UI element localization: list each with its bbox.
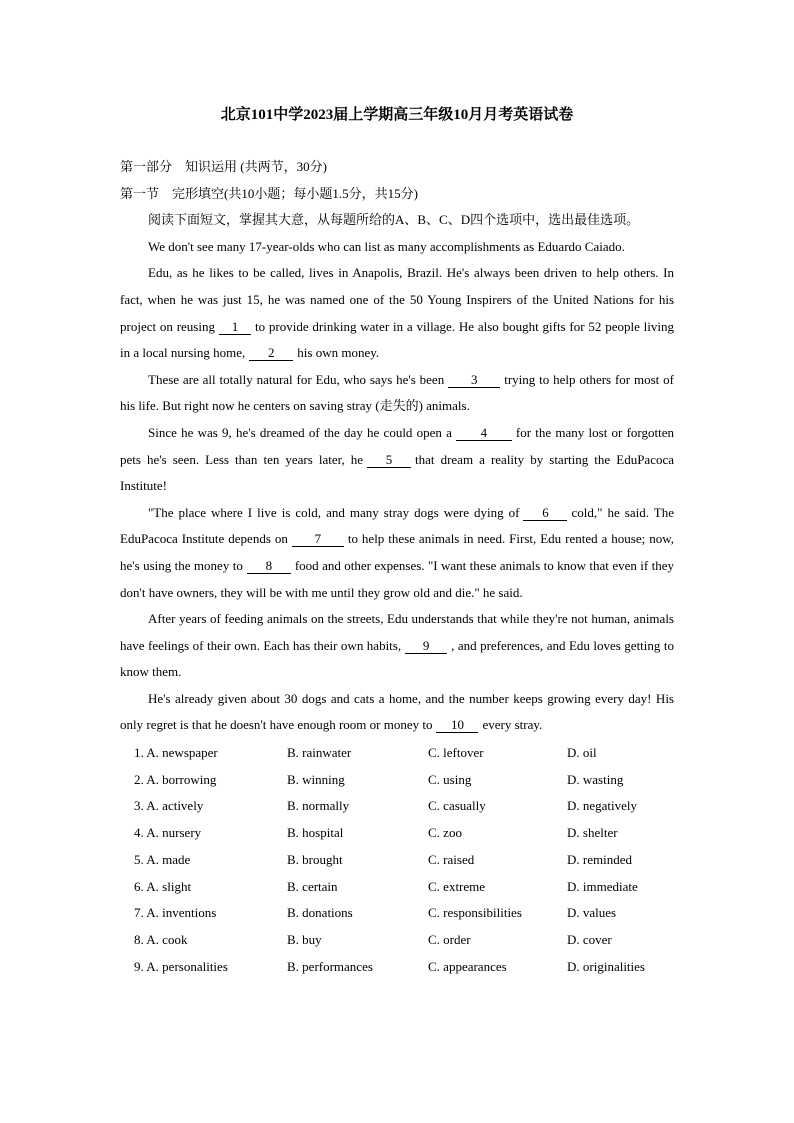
option-c: C. leftover xyxy=(428,745,484,761)
option-b: B. donations xyxy=(287,905,353,921)
option-d: D. oil xyxy=(567,745,597,761)
passage-paragraph-1: We don't see many 17-year-olds who can list as many accomplishments as Eduardo Caiado. xyxy=(148,238,625,254)
option-a: 1. A. newspaper xyxy=(134,745,218,761)
blank-10: 10 xyxy=(436,717,478,733)
blank-4: 4 xyxy=(456,425,512,441)
passage-text: every stray. xyxy=(482,717,543,733)
option-b: B. performances xyxy=(287,958,373,974)
option-c: C. appearances xyxy=(428,958,507,974)
option-d: D. values xyxy=(567,905,617,921)
part-heading: 第一部分 知识运用 (共两节，30分) xyxy=(120,159,327,174)
passage-text: Since he was 9, he's dreamed of the day he could open a xyxy=(148,424,452,440)
passage-text: to help these animals in need. First, Edu rented a house; now, he's using the money to xyxy=(120,531,674,573)
passage-text: , and preferences, and Edu loves getting to know them. xyxy=(120,637,674,680)
option-c: C. casually xyxy=(428,798,486,814)
exam-content xyxy=(120,154,674,980)
blank-3: 3 xyxy=(448,372,500,388)
option-a: 5. A. made xyxy=(134,851,191,867)
option-b: B. normally xyxy=(287,798,350,814)
option-d: D. originalities xyxy=(567,958,645,974)
option-b: B. buy xyxy=(287,931,322,947)
option-row-4 xyxy=(120,820,674,847)
blank-8: 8 xyxy=(247,558,291,574)
instruction: 阅读下面短文，掌握其大意，从每题所给的A、B、C、D四个选项中，选出最佳选项。 xyxy=(148,212,640,228)
option-c: C. raised xyxy=(428,851,475,867)
option-b: B. winning xyxy=(287,771,345,787)
option-row-8 xyxy=(120,927,674,954)
passage-paragraph-5 xyxy=(120,500,674,606)
passage-text: "The place where I live is cold, and many stray dogs were dying of xyxy=(148,504,520,520)
passage-paragraph-4 xyxy=(120,420,674,500)
blank-6: 6 xyxy=(523,505,567,521)
passage-text: Edu, as he likes to be called, lives in Anapolis, Brazil. He's always been driven to help others. In fact, when he was just 15, he was named one of the 50 Young Inspirers of the United Nations for his project on reusing xyxy=(120,265,674,334)
exam-title: 北京101中学2023届上学期高三年级10月月考英语试卷 xyxy=(220,107,574,123)
option-a: 9. A. personalities xyxy=(134,958,228,974)
blank-1: 1 xyxy=(219,319,251,335)
option-b: B. rainwater xyxy=(287,745,352,761)
option-row-3 xyxy=(120,793,674,820)
option-c: C. order xyxy=(428,931,471,947)
answer-options xyxy=(120,740,674,980)
option-d: D. shelter xyxy=(567,825,618,841)
option-b: B. certain xyxy=(287,878,338,894)
passage-text: to provide drinking water in a village. He also bought gifts for 52 people living in a local nursing home, xyxy=(120,318,674,361)
option-d: D. wasting xyxy=(567,771,624,787)
passage-text: These are all totally natural for Edu, who says he's been xyxy=(148,371,445,387)
passage-paragraph-6 xyxy=(120,606,674,686)
passage-text: that dream a reality by starting the EduPacoca Institute! xyxy=(120,451,675,494)
blank-9: 9 xyxy=(405,638,447,654)
blank-7: 7 xyxy=(292,531,344,547)
option-row-5 xyxy=(120,847,674,874)
subsection-heading: 第一节 完形填空(共10小题；每小题1.5分，共15分) xyxy=(120,185,418,201)
passage-text: for the many lost or forgotten pets he's seen. Less than ten years later, he xyxy=(120,424,674,467)
option-row-7 xyxy=(120,900,674,927)
option-b: B. brought xyxy=(287,851,343,867)
option-a: 2. A. borrowing xyxy=(134,771,217,787)
option-d: D. negatively xyxy=(567,798,638,814)
option-a: 3. A. actively xyxy=(134,798,204,814)
option-c: C. responsibilities xyxy=(428,905,522,921)
passage-text: his own money. xyxy=(297,345,380,361)
option-a: 4. A. nursery xyxy=(134,825,202,841)
option-d: D. cover xyxy=(567,931,612,947)
option-a: 7. A. inventions xyxy=(134,905,217,921)
blank-2: 2 xyxy=(249,345,293,361)
passage-paragraph-2 xyxy=(120,260,674,366)
passage-text: After years of feeding animals on the streets, Edu understands that while they're not human, animals have feelings of their own. Each has their own habits, xyxy=(120,611,674,653)
option-d: D. immediate xyxy=(567,878,638,894)
passage-text: cold," he said. The EduPacoca Institute depends on xyxy=(120,504,674,547)
option-a: 8. A. cook xyxy=(134,931,188,947)
option-c: C. extreme xyxy=(428,878,486,894)
option-a: 6. A. slight xyxy=(134,878,192,894)
option-b: B. hospital xyxy=(287,825,344,841)
passage-text: food and other expenses. "I want these animals to know that even if they don't have owners, they will be with me until they grow old and die." he said. xyxy=(120,557,674,600)
option-c: C. zoo xyxy=(428,825,462,841)
passage-paragraph-3 xyxy=(120,367,674,420)
blank-5: 5 xyxy=(367,452,411,468)
option-c: C. using xyxy=(428,771,472,787)
passage-text: He's already given about 30 dogs and cats a home, and the number keeps growing every day! His only regret is that he doesn't have enough room or money to xyxy=(120,690,674,733)
option-row-1 xyxy=(120,740,674,767)
option-row-6 xyxy=(120,874,674,901)
option-row-2 xyxy=(120,767,674,794)
option-d: D. reminded xyxy=(567,851,632,867)
passage-text: trying to help others for most of his life. But right now he centers on saving stray (走失的) animals. xyxy=(120,371,674,414)
passage-paragraph-7 xyxy=(120,686,674,739)
option-row-9 xyxy=(120,954,674,981)
